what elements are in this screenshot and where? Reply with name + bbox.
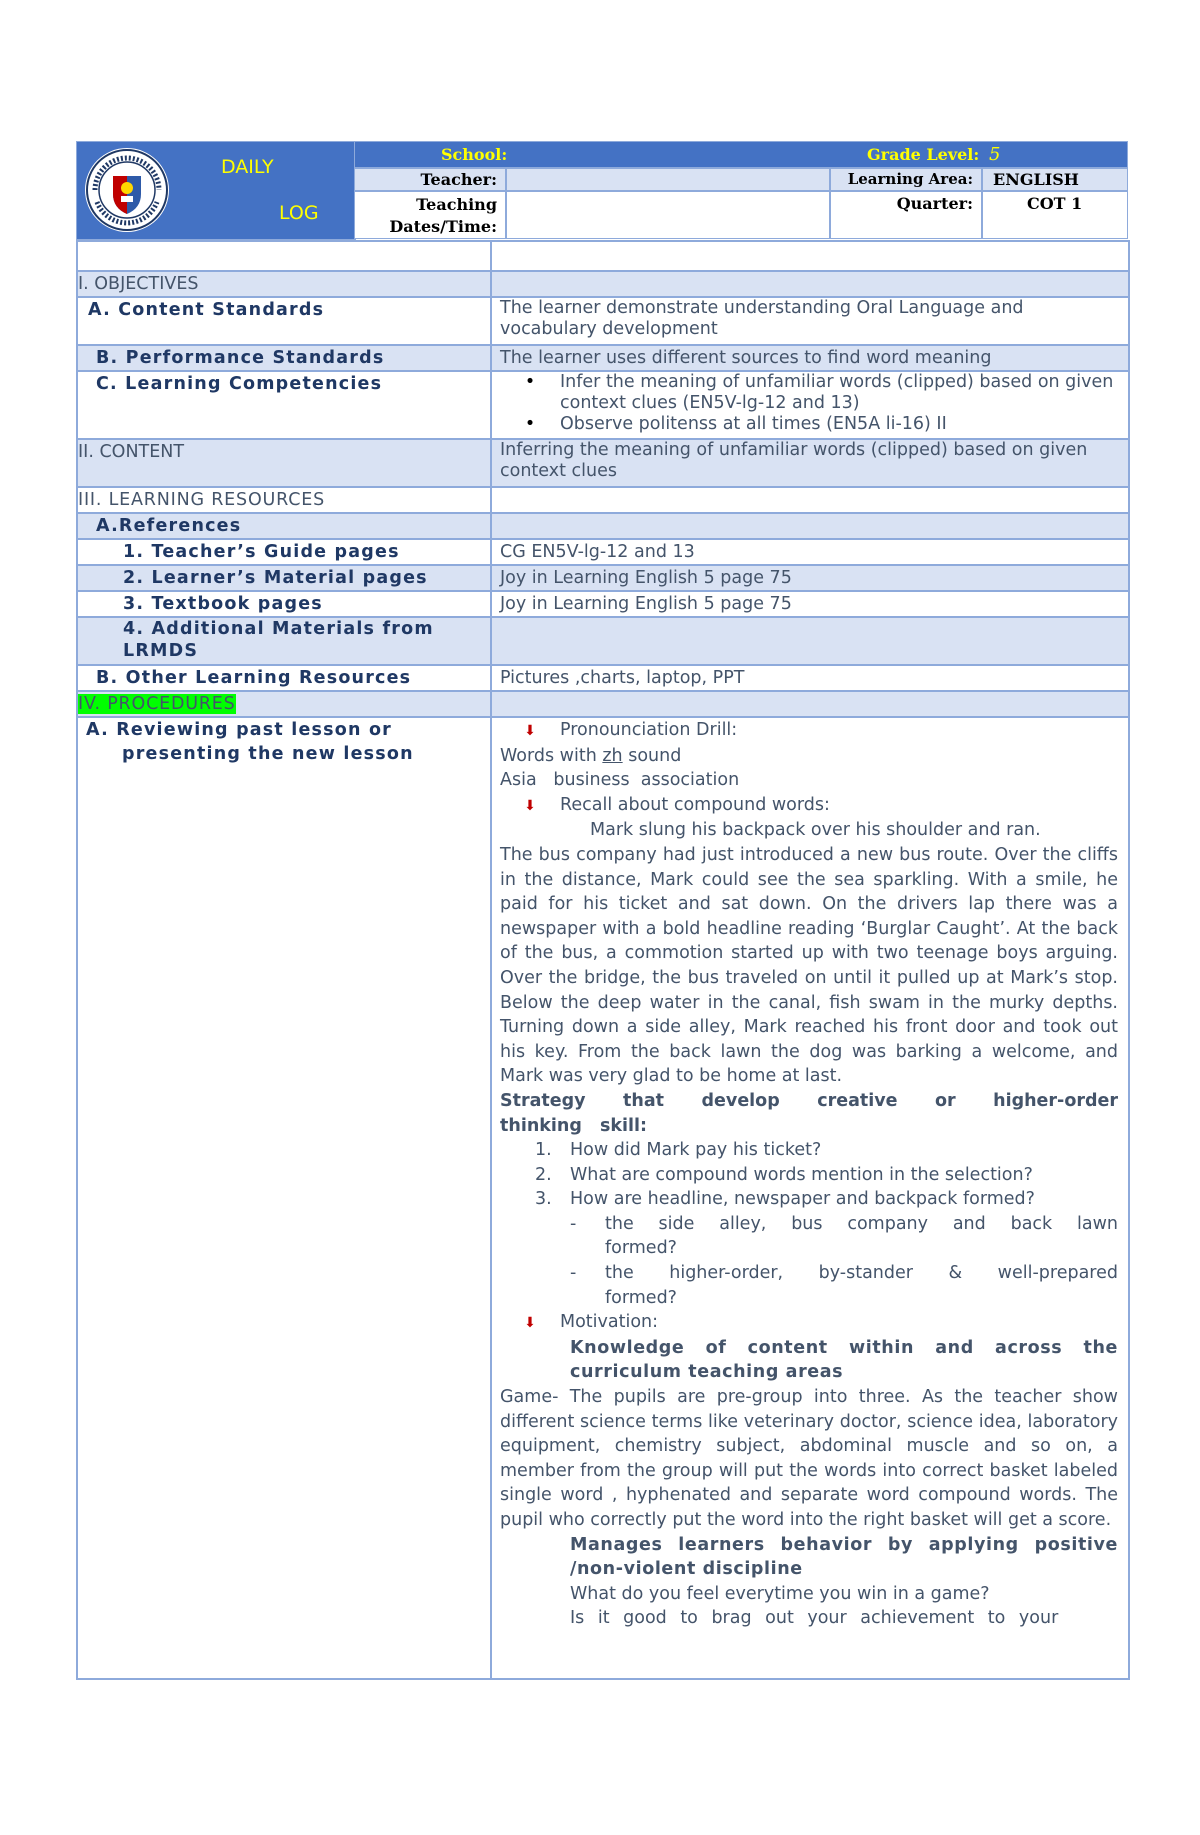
bullet-icon: •	[524, 372, 536, 392]
header-row-dates	[354, 191, 1128, 239]
learning-area-value[interactable]: ENGLISH	[993, 170, 1079, 189]
quarter-label-cell	[830, 191, 982, 239]
question-3: How are headline, newspaper and backpack formed?	[570, 1189, 1035, 1210]
teacher-label-cell	[354, 168, 506, 191]
strategy-heading: Strategy that develop creative or higher-order thinking skill:	[500, 1090, 1118, 1136]
words-with-line	[500, 744, 1118, 769]
list-item: 3. How are headline, newspaper and backpack formed?	[535, 1189, 1035, 1210]
objectives-heading: I. OBJECTIVES	[78, 274, 199, 294]
dates-label: Teaching Dates/Time:	[389, 195, 497, 236]
learning-resources-heading: III. LEARNING RESOURCES	[78, 490, 325, 510]
learners-material-value: Joy in Learning English 5 page 75	[491, 565, 1129, 591]
table-row-procedures	[77, 691, 1129, 717]
story-text: The bus company had just introduced a new bus route. Over the cliffs in the distance, Mark could see the sea sparkling. With a smile, he paid for his ticket and sat down. On the drivers lap there was a newspaper with a bold headline reading ‘Burglar Caught’. At the back of the bus, a commotion started up with two teenage boys arguing. Over the bridge, the bus traveled on until it pulled up at Mark’s stop. Below the deep water in the canal, fish swam in the murky depths. Turning down a side alley, Mark reached his front door and took out his key. From the back lawn the dog was barking a welcome, and Mark was very glad to be home at last.	[500, 844, 1118, 1087]
question-1: How did Mark pay his ticket?	[570, 1140, 822, 1161]
references-label: A.References	[96, 516, 242, 536]
textbook-label: 3. Textbook pages	[123, 594, 323, 614]
performance-standards-value: The learner uses different sources to find word meaning	[491, 345, 1129, 371]
list-item	[500, 718, 1118, 744]
manages-heading: Manages learners behavior by applying positive /non-violent discipline	[570, 1534, 1118, 1580]
header-row-teacher	[354, 168, 1128, 191]
learning-area-label: Learning Area:	[847, 170, 973, 188]
additional-materials-label: 4. Additional Materials from LRMDS	[123, 619, 434, 661]
dash-item-2: the higher-order, by-stander & well-prepared formed?	[605, 1263, 1118, 1308]
teachers-guide-value: CG EN5V-lg-12 and 13	[491, 539, 1129, 565]
table-row-content-standards	[77, 297, 1129, 345]
list-item	[500, 372, 1120, 414]
table-row-objectives	[77, 271, 1129, 297]
list-item	[500, 793, 1118, 819]
bullet-icon: •	[524, 414, 536, 434]
learning-area-value-cell	[982, 168, 1128, 191]
learning-competencies-label: C. Learning Competencies	[96, 374, 383, 394]
drill-examples: Asia business association	[500, 770, 740, 791]
table-row-learning-competencies	[77, 371, 1129, 439]
knowledge-heading: Knowledge of content within and across the curriculum teaching areas	[570, 1337, 1118, 1383]
table-row-teachers-guide	[77, 539, 1129, 565]
pronunciation-drill: Pronounciation Drill:	[560, 720, 738, 740]
header-row-school	[354, 141, 1128, 168]
arrow-bullet-icon: ⬇	[524, 723, 536, 739]
list-item: - the higher-order, by-stander & well-prepared formed?	[500, 1261, 1118, 1310]
list-item: - the side alley, bus company and back lawn formed?	[500, 1212, 1118, 1261]
arrow-bullet-icon: ⬇	[524, 1315, 536, 1332]
header	[76, 141, 1128, 240]
question-brag: Is it good to brag out your achievement to your	[570, 1608, 1059, 1629]
quarter-label: Quarter:	[896, 194, 973, 213]
competency-item-2: Observe politenss at all times (EN5A li-16) II	[560, 414, 947, 434]
quarter-value-cell	[982, 191, 1128, 239]
competency-item-1: Infer the meaning of unfamiliar words (clipped) based on given context clues (EN5V-lg-12 and 13)	[560, 372, 1114, 413]
performance-standards-label: B. Performance Standards	[96, 348, 385, 368]
table-row-additional-materials	[77, 617, 1129, 665]
zh-text: zh	[602, 745, 623, 766]
dash-item-1: the side alley, bus company and back lawn formed?	[605, 1213, 1118, 1259]
story-first-line: Mark slung his backpack over his shoulder and ran.	[590, 820, 1041, 841]
textbook-value: Joy in Learning English 5 page 75	[491, 591, 1129, 617]
grade-level-value[interactable]: 5	[989, 144, 1001, 165]
table-row-other-resources	[77, 665, 1129, 691]
list-item	[500, 414, 1120, 435]
table-row-spacer	[77, 241, 1129, 271]
lesson-plan-table	[76, 240, 1130, 1680]
deped-seal-icon	[83, 146, 171, 234]
teacher-value[interactable]	[506, 168, 830, 191]
table-row-performance-standards	[77, 345, 1129, 371]
log-label: LOG	[279, 202, 319, 224]
table-row-references	[77, 513, 1129, 539]
quarter-value[interactable]: COT 1	[1027, 194, 1083, 213]
list-item: 2. What are compound words mention in the selection?	[535, 1164, 1033, 1185]
teachers-guide-label: 1. Teacher’s Guide pages	[123, 542, 400, 562]
content-value: Inferring the meaning of unfamiliar words (clipped) based on given context clues	[491, 439, 1129, 487]
table-row-textbook	[77, 591, 1129, 617]
header-logo-panel	[76, 141, 356, 240]
list-item: 1. How did Mark pay his ticket?	[535, 1140, 822, 1161]
game-description: Game- The pupils are pre-group into three. As the teacher show different science terms like veterinary doctor, science idea, laboratory equipment, chemistry subject, abdominal muscle and so on, a member from the group will put the words into correct basket labeled single word , hyphenated and separate word compound words. The pupil who correctly put the word into the right basket will get a score.	[500, 1387, 1118, 1530]
content-standards-value: The learner demonstrate understanding Oral Language and vocabulary development	[491, 297, 1129, 345]
grade-level-label: Grade Level:	[867, 145, 980, 164]
procedures-heading: IV. PROCEDURES	[78, 694, 236, 714]
table-row-content	[77, 439, 1129, 487]
reviewing-lesson-label: A. Reviewing past lesson or presenting the new lesson	[86, 720, 414, 764]
school-label: School:	[441, 145, 508, 164]
table-row-learners-material	[77, 565, 1129, 591]
recall-label: Recall about compound words:	[560, 794, 830, 815]
words-with-text: Words with	[500, 745, 603, 766]
table-row-reviewing-lesson	[77, 717, 1129, 1679]
daily-label: DAILY	[221, 156, 274, 178]
question-2: What are compound words mention in the selection?	[570, 1164, 1033, 1185]
list-item	[500, 1310, 1118, 1336]
dates-label-cell	[354, 191, 506, 239]
content-heading: II. CONTENT	[78, 442, 185, 462]
other-resources-label: B. Other Learning Resources	[96, 668, 412, 688]
content-standards-label: A. Content Standards	[88, 300, 325, 320]
sound-text: sound	[622, 745, 682, 766]
table-row-learning-resources	[77, 487, 1129, 513]
arrow-bullet-icon: ⬇	[524, 797, 536, 814]
learners-material-label: 2. Learner’s Material pages	[123, 568, 428, 588]
dates-value[interactable]	[506, 191, 830, 239]
question-feel: What do you feel everytime you win in a game?	[570, 1583, 990, 1604]
motivation-label: Motivation:	[560, 1312, 659, 1333]
other-resources-value: Pictures ,charts, laptop, PPT	[491, 665, 1129, 691]
teacher-label: Teacher:	[420, 170, 497, 189]
daily-log-form	[76, 141, 1128, 1629]
learning-area-label-cell	[830, 168, 982, 191]
